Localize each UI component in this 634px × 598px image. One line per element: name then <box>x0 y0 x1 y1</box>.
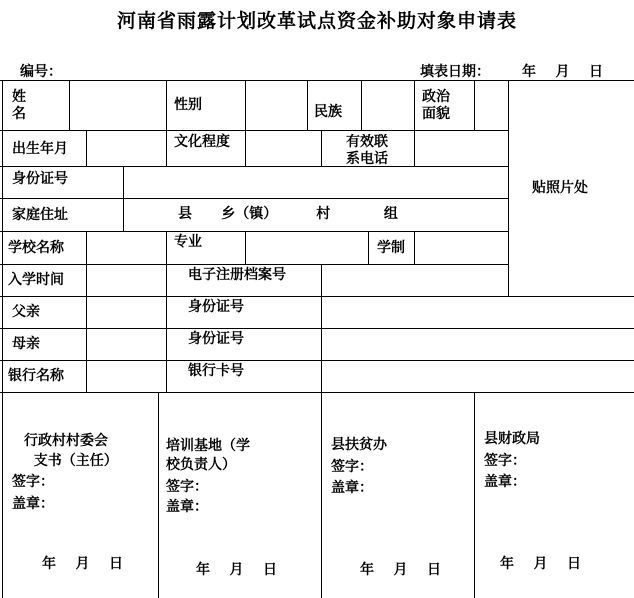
table-rule <box>0 264 508 265</box>
approval-sign-label: 签字： <box>166 479 208 495</box>
table-rule <box>474 392 475 598</box>
page-title: 河南省雨露计划改革试点资金补助对象申请表 <box>116 10 517 32</box>
bank-name-label: 银行名称 <box>8 368 64 384</box>
mother-id-label: 身份证号 <box>188 331 244 347</box>
approval-date: 年 月 日 <box>42 556 123 572</box>
table-rule <box>86 264 87 392</box>
enroll-time-label: 入学时间 <box>8 272 64 288</box>
gender-label: 性别 <box>174 97 202 113</box>
education-label: 文化程度 <box>174 134 230 150</box>
table-rule <box>361 80 362 130</box>
major-label: 专业 <box>174 234 202 250</box>
table-rule <box>0 198 508 199</box>
e-register-label: 电子注册档案号 <box>188 267 286 283</box>
table-rule <box>245 231 246 264</box>
father-label: 父亲 <box>12 304 40 320</box>
approval-sign-label: 签字： <box>484 453 526 469</box>
mother-label: 母亲 <box>12 336 40 352</box>
table-rule <box>0 392 634 393</box>
photo-placeholder: 贴照片处 <box>532 180 588 196</box>
approval-seal-label: 盖章： <box>331 480 373 496</box>
school-label: 学校名称 <box>8 240 64 256</box>
bank-card-label: 银行卡号 <box>188 363 244 379</box>
approval-seal-label: 盖章： <box>166 499 208 515</box>
address-label: 家庭住址 <box>12 207 68 223</box>
approval-date: 年 月 日 <box>360 562 441 578</box>
father-id-label: 身份证号 <box>188 299 244 315</box>
table-rule <box>321 264 322 392</box>
approval-seal-label: 盖章： <box>484 474 526 490</box>
table-rule <box>0 328 634 329</box>
approval-seal-label: 盖章： <box>12 496 54 512</box>
table-rule <box>474 80 475 130</box>
table-rule <box>166 264 167 392</box>
approval-date: 年 月 日 <box>500 556 581 572</box>
table-rule <box>321 130 322 166</box>
address-template: 县 乡（镇） 村 组 <box>178 206 398 222</box>
table-rule <box>414 231 415 264</box>
approval-date: 年 月 日 <box>196 562 277 578</box>
fill-date-label: 填表日期： <box>420 64 490 80</box>
table-rule <box>123 166 124 231</box>
table-rule <box>414 80 415 130</box>
name-label: 姓 名 <box>12 89 26 122</box>
table-rule <box>0 296 634 297</box>
id-number-label: 身份证号 <box>12 171 68 187</box>
table-rule <box>245 130 246 166</box>
table-rule <box>166 231 167 264</box>
table-rule <box>0 130 508 131</box>
table-rule <box>166 80 167 130</box>
approval-title: 培训基地（学 校负责人） <box>166 438 250 473</box>
approval-sign-label: 签字： <box>331 459 373 475</box>
table-rule <box>414 130 415 166</box>
study-length-label: 学制 <box>377 240 405 256</box>
table-rule <box>245 80 246 130</box>
approval-sign-label: 签字： <box>12 474 54 490</box>
table-rule <box>508 80 509 296</box>
table-rule <box>86 130 87 166</box>
approval-title: 县扶贫办 <box>331 437 387 453</box>
table-rule <box>368 231 369 264</box>
table-rule <box>0 231 508 232</box>
table-rule <box>0 166 508 167</box>
approval-title: 县财政局 <box>484 431 540 447</box>
table-rule <box>0 80 634 81</box>
table-rule <box>166 130 167 166</box>
fill-date-value: 年 月 日 <box>522 64 603 80</box>
ethnicity-label: 民族 <box>314 104 342 120</box>
table-rule <box>86 231 87 264</box>
table-rule <box>158 392 159 598</box>
table-rule <box>2 80 3 598</box>
table-rule <box>321 392 322 598</box>
table-rule <box>0 360 634 361</box>
phone-label: 有效联 系电话 <box>346 134 388 165</box>
birth-date-label: 出生年月 <box>12 141 68 157</box>
form-number-label: 编号： <box>20 64 62 80</box>
table-rule <box>307 80 308 130</box>
political-status-label: 政治 面貌 <box>422 89 450 122</box>
approval-title: 行政村村委会 支书（主任） <box>24 433 118 469</box>
table-rule <box>69 80 70 130</box>
